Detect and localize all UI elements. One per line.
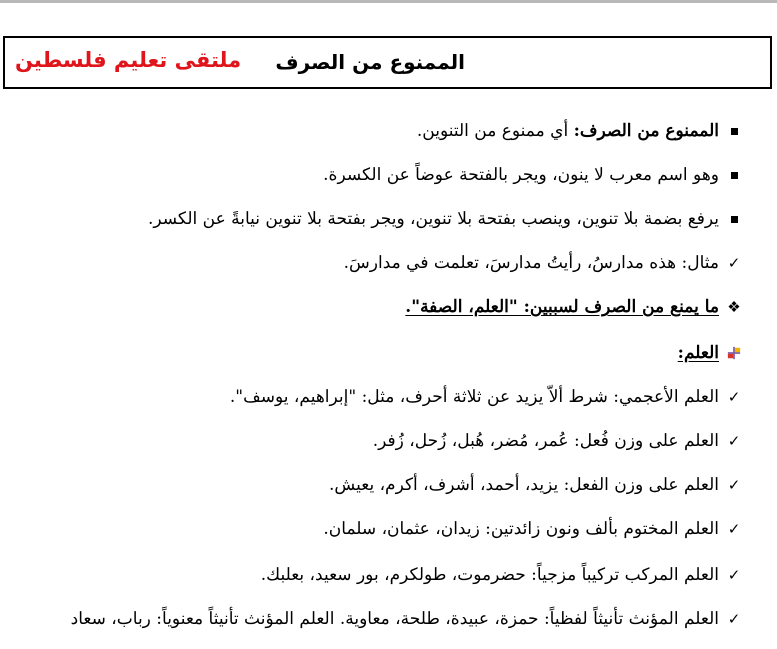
list-item [0, 470, 777, 500]
subsection-heading [0, 338, 777, 368]
page-title: الممنوع من الصرف [275, 50, 465, 74]
line-text: وهو اسم معرب لا ينون، ويجر بالفتحة عوضاً عن الكسرة. [323, 165, 719, 185]
line-text: العلم على وزن الفعل: يزيد، أحمد، أشرف، أكرم، يعيش. [329, 475, 719, 495]
term-definition: أي ممنوع من التنوين. [416, 121, 574, 141]
checkmark-icon: ✓ [727, 565, 741, 584]
list-item [0, 160, 777, 190]
header-box [3, 36, 772, 89]
term-label: الممنوع من الصرف: [573, 121, 719, 141]
flag-icon [727, 338, 741, 368]
list-item [0, 204, 777, 234]
line-text: العلم المختوم بألف ونون زائدتين: زيدان، عثمان، سلمان. [323, 519, 719, 539]
top-border-line [0, 0, 777, 3]
line-text: العلم الأعجمي: شرط ألاّ يزيد عن ثلاثة أحرف، مثل: "إبراهيم، يوسف". [229, 387, 719, 407]
brand-name: ملتقى تعليم فلسطين [15, 48, 242, 72]
section-heading [0, 292, 777, 322]
four-diamond-icon: ❖ [727, 297, 741, 316]
list-item [0, 382, 777, 412]
list-item [0, 116, 777, 146]
checkmark-icon: ✓ [727, 253, 741, 272]
line-text: ما يمنع من الصرف لسببين: "العلم، الصفة". [405, 297, 719, 317]
line-text: مثال: هذه مدارسُ، رأيتُ مدارسَ، تعلمت في مدارسَ. [343, 253, 719, 273]
line-text: العلم: [677, 343, 719, 363]
line-text: العلم المركب تركيباً مزجياً: حضرموت، طولكرم، بور سعيد، بعلبك. [260, 565, 719, 585]
list-item [0, 514, 777, 544]
line-text [417, 119, 719, 143]
checkmark-icon: ✓ [727, 609, 741, 628]
list-item [0, 560, 777, 590]
checkmark-icon: ✓ [727, 475, 741, 494]
list-item [0, 426, 777, 456]
checkmark-icon: ✓ [727, 519, 741, 538]
checkmark-icon: ✓ [727, 431, 741, 450]
square-bullet-icon [727, 204, 741, 234]
square-bullet-icon [727, 160, 741, 190]
list-item [0, 604, 777, 634]
line-text: العلم على وزن فُعل: عُمر، مُضر، هُبل، زُحل، زُفر. [372, 431, 719, 451]
list-item [0, 248, 777, 278]
line-text: العلم المؤنث تأنيثاً لفظياً: حمزة، عبيدة، طلحة، معاوية. العلم المؤنث تأنيثاً معنوياً: رباب، سعاد [70, 609, 719, 629]
square-bullet-icon [727, 116, 741, 146]
line-text: يرفع بضمة بلا تنوين، وينصب بفتحة بلا تنوين، ويجر بفتحة بلا تنوين نيابةً عن الكسر. [147, 209, 719, 229]
checkmark-icon: ✓ [727, 387, 741, 406]
